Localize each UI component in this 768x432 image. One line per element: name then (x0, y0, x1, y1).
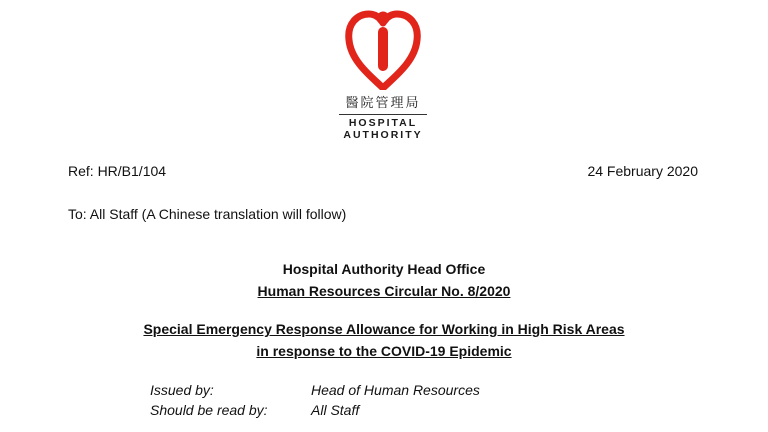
logo-divider (339, 114, 427, 115)
office-heading: Hospital Authority Head Office (282, 261, 486, 277)
logo-english-line-2: AUTHORITY (343, 129, 423, 141)
read-by-label: Should be read by: (150, 402, 268, 418)
recipients-line: To: All Staff (A Chinese translation will follow) (68, 206, 347, 222)
circular-number-text: Human Resources Circular No. 8/2020 (257, 283, 511, 299)
subject-text-line-1: Special Emergency Response Allowance for Working in High Risk Areas (143, 321, 625, 337)
logo-chinese-name: 醫院管理局 (345, 96, 421, 111)
heart-person-icon (345, 8, 421, 90)
subject-heading-line-2 (0, 343, 768, 359)
logo-english-line-1: HOSPITAL (348, 117, 418, 129)
issued-by-value: Head of Human Resources (311, 382, 480, 398)
issued-by-label: Issued by: (150, 382, 214, 398)
reference-number: Ref: HR/B1/104 (68, 163, 167, 179)
read-by-value: All Staff (311, 402, 360, 418)
hospital-authority-logo (323, 8, 443, 141)
subject-text-line-2: in response to the COVID-19 Epidemic (256, 343, 512, 359)
subject-heading-line-1 (0, 321, 768, 337)
circular-date: 24 February 2020 (587, 163, 698, 179)
circular-number-heading (0, 283, 768, 299)
